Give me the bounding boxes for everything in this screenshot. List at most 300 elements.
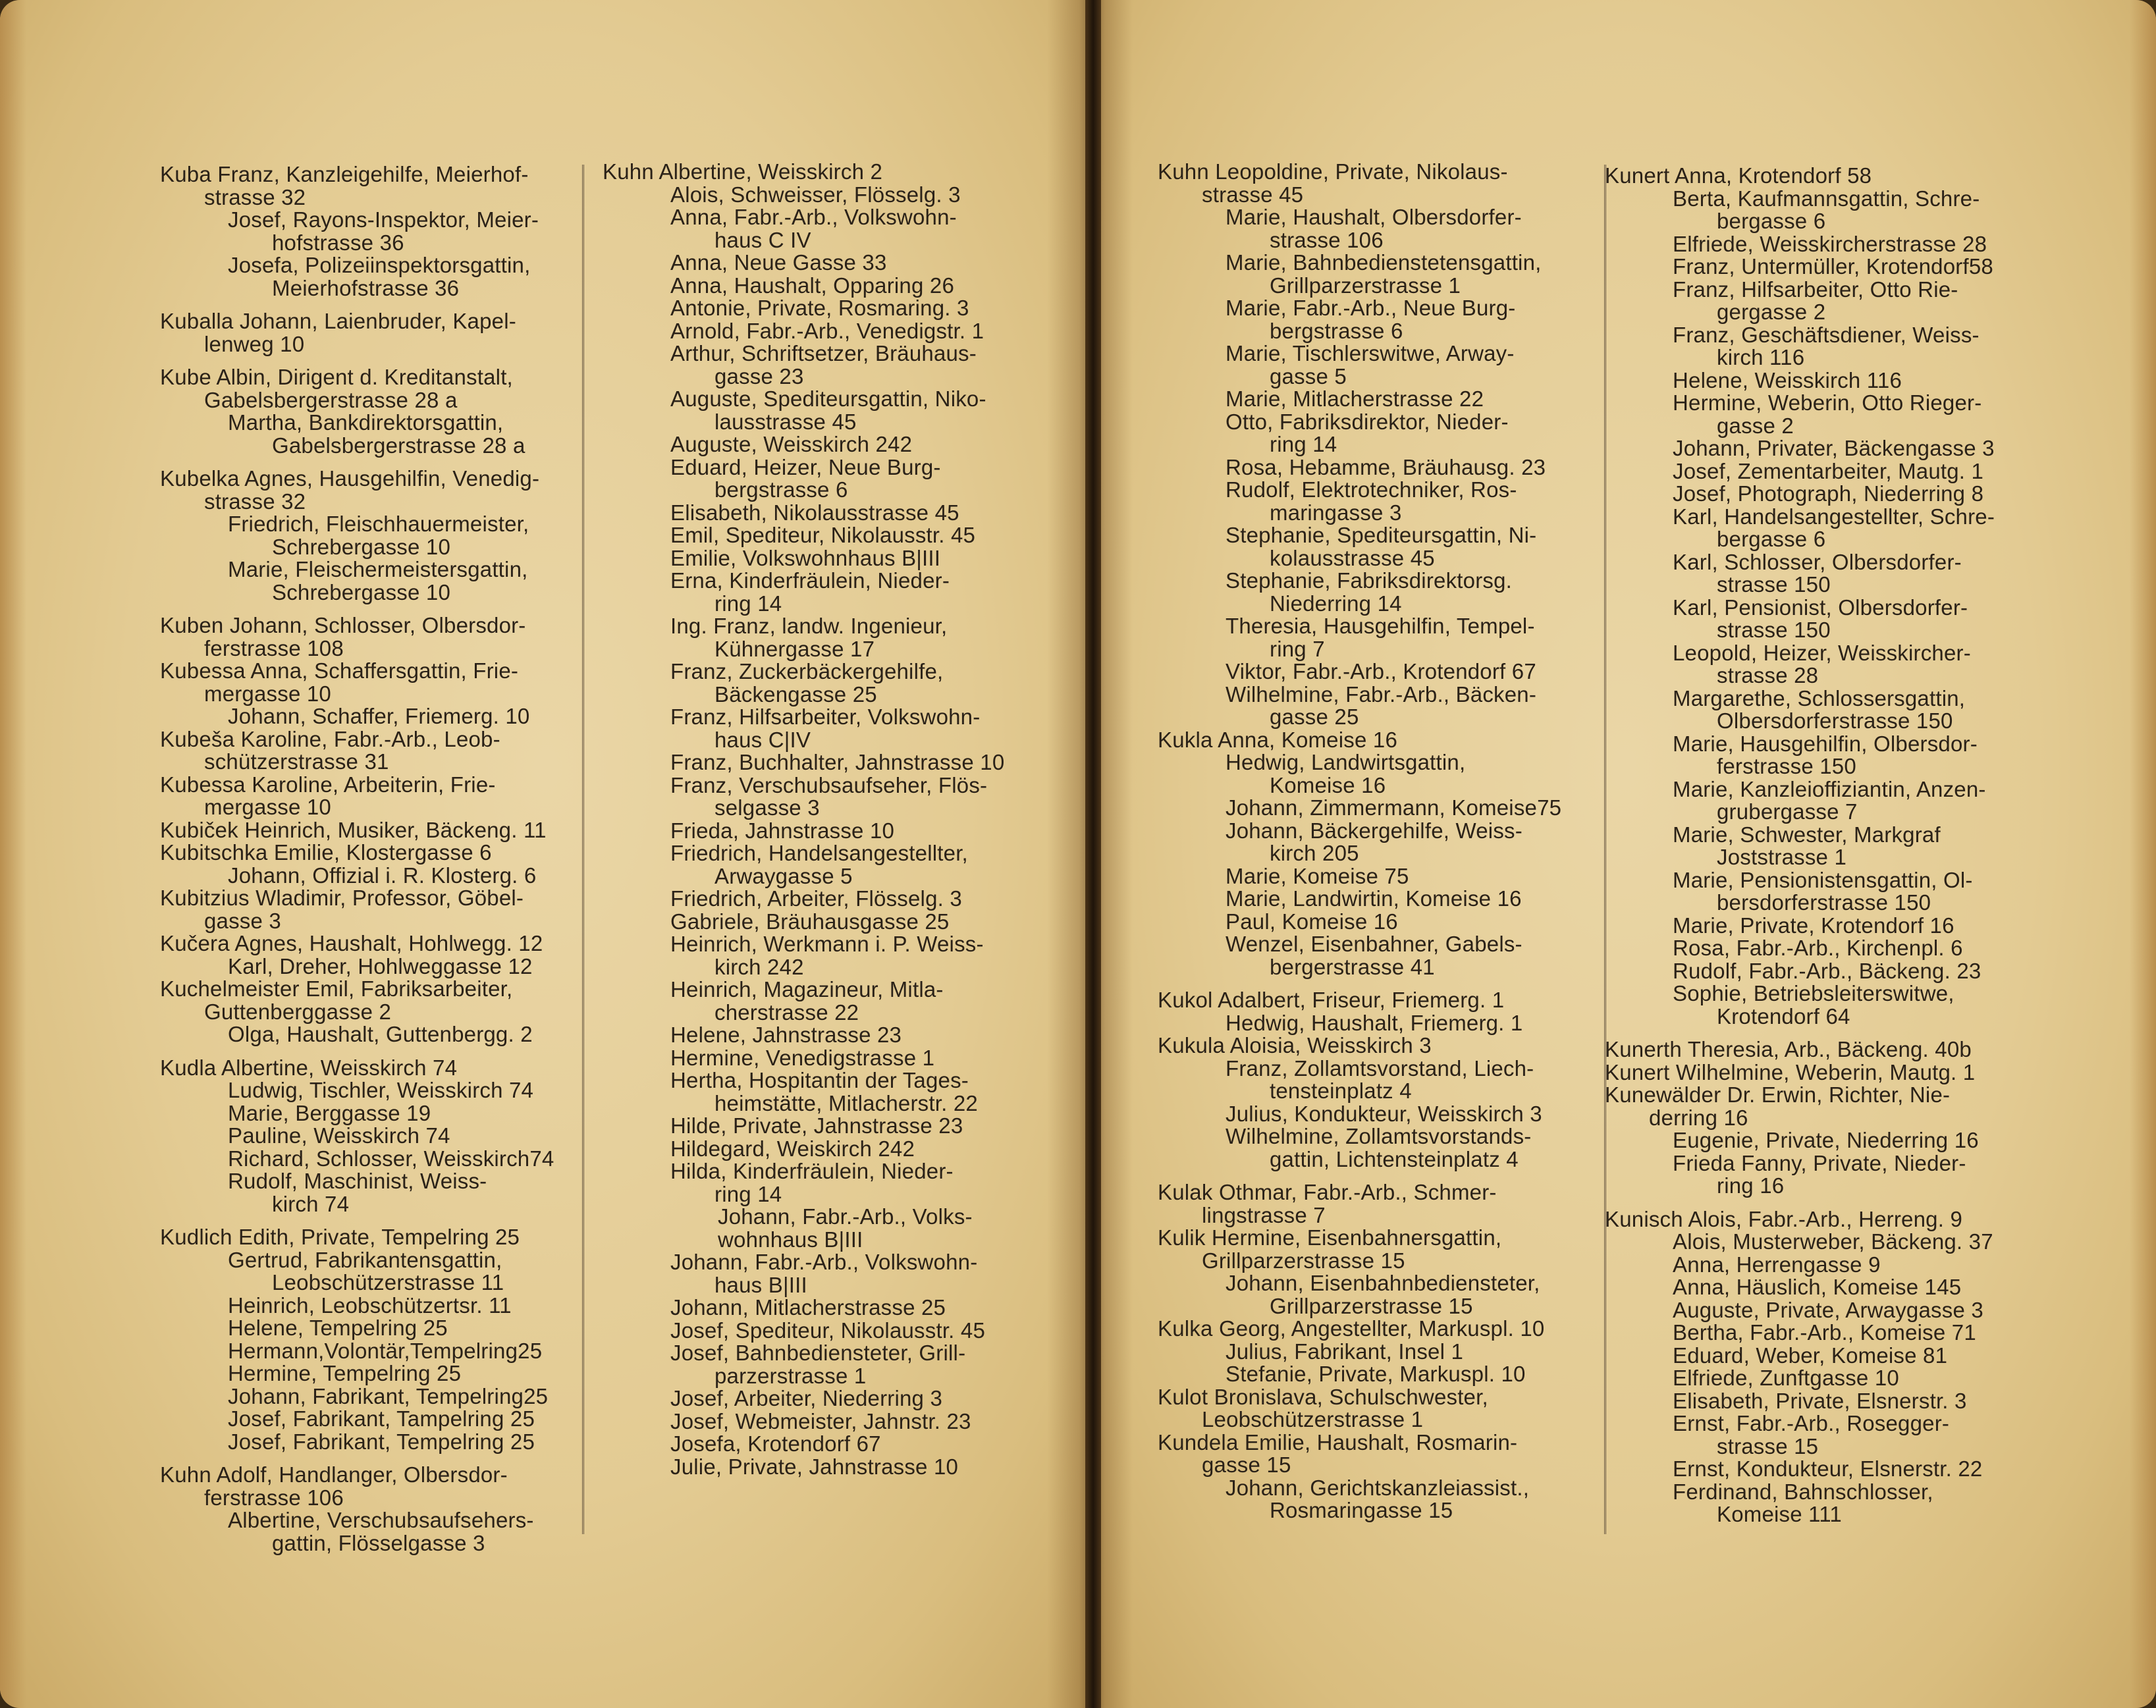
entry-line [603,1410,1024,1433]
entry-continuation: gasse 25 [1270,705,1359,729]
directory-entry [1158,1431,1592,1522]
entry-text: Johann, Schlosser, Olbersdor- [229,613,526,637]
surname: Kube [160,365,211,389]
entry-text: Heinrich, Musiker, Bäckeng. 11 [244,817,547,842]
sub-entry: Johann, Schaffer, Friemerg. 10 [228,704,530,728]
entry-text: Johann, Laienbruder, Kapel- [239,309,516,333]
directory-entry [160,1057,581,1216]
sub-entry: Pauline, Weisskirch 74 [228,1123,450,1148]
sub-entry: Johann, Zimmermann, Komeise75 [1226,795,1562,820]
sub-entry: Margarethe, Schlossersgattin, [1673,685,1966,710]
entry-text: Heinrich, Werkmann i. P. Weiss- [670,932,984,956]
entry-head [1158,1227,1592,1250]
sub-entry: Johann, Fabrikant, Tempelring25 [228,1383,549,1408]
entry-continuation: ferstrasse 150 [1717,754,1856,778]
entry-text: Heinrich, Magazineur, Mitla- [670,977,944,1001]
entry-head [1605,165,2039,188]
sub-entry: Alois, Musterweber, Bäckeng. 37 [1673,1229,1993,1254]
directory-entry [160,366,581,457]
entry-head [1158,1431,1592,1454]
entry-line [603,570,1024,593]
entry-continuation: tensteinplatz 4 [1270,1079,1412,1103]
surname: Kudla [160,1055,217,1080]
entry-continuation: gattin, Flösselgasse 3 [272,1530,485,1555]
sub-entry: Wenzel, Eisenbahner, Gabels- [1226,932,1523,956]
entry-text: Hermine, Eisenbahnersgattin, [1211,1225,1502,1250]
sub-entry: Hedwig, Haushalt, Friemerg. 1 [1226,1010,1523,1035]
surname: Kunewälder [1605,1082,1721,1107]
entry-line [603,1456,1024,1479]
entry-line [603,774,1024,797]
entry-text: Albertine, Weisskirch 74 [221,1055,458,1080]
surname: Kubessa [160,772,246,797]
entry-line [603,615,1024,638]
entry-text: Emilie, Volkswohnhaus B|III [670,545,941,570]
entry-line [603,1069,1024,1092]
sub-entry: Josef, Zementarbeiter, Mautg. 1 [1673,458,1984,483]
sub-entry: Bertha, Fabr.-Arb., Komeise 71 [1673,1320,1976,1345]
directory-entry [160,774,581,819]
entry-continuation: bergstrasse 6 [1270,318,1403,343]
entry-text: Anna, Haushalt, Opparing 26 [670,273,955,298]
sub-entry: Anna, Häuslich, Komeise 145 [1673,1275,1962,1299]
entry-text: Albin, Dirigent d. Kreditanstalt, [216,365,513,389]
sub-entry: Karl, Dreher, Hohlweggasse 12 [228,953,533,978]
sub-entry: Olga, Haushalt, Guttenbergg. 2 [228,1022,533,1046]
entry-head [160,728,581,751]
entry-line [603,161,1024,184]
entry-text: Edith, Private, Tempelring 25 [238,1225,520,1249]
sub-entry: Johann, Privater, Bäckengasse 3 [1673,436,1995,460]
entry-line [603,820,1024,843]
surname: Kuhn [603,159,654,184]
entry-text: Hermine, Venedigstrasse 1 [670,1045,935,1070]
entry-text: Franz, Kanzleigehilfe, Meierhof- [217,162,529,186]
entry-line [603,184,1024,207]
entry-text: Erna, Kinderfräulein, Nieder- [670,568,950,593]
directory-entry [1158,1181,1592,1227]
entry-continuation: bersdorferstrasse 150 [1717,890,1931,915]
entry-continuation: lausstrasse 45 [714,409,857,434]
entry-text: Gabriele, Bräuhausgasse 25 [670,909,950,934]
sub-entry: Rudolf, Elektrotechniker, Ros- [1226,477,1517,502]
entry-continuation: schützerstrasse 31 [204,749,389,774]
sub-entry: Hermann,Volontär,Tempelring25 [228,1338,543,1363]
sub-entry: Johann, Gerichtskanzleiassist., [1226,1475,1530,1500]
surname: Kunisch [1605,1206,1683,1231]
surname: Kukol [1158,988,1213,1012]
entry-continuation: gasse 5 [1270,363,1347,388]
directory-entry [1605,1208,2039,1526]
sub-entry: Marie, Landwirtin, Komeise 16 [1226,886,1522,911]
directory-entry [160,1226,581,1453]
sub-entry: Hermine, Tempelring 25 [228,1361,462,1385]
sub-entry: Friedrich, Fleischhauermeister, [228,512,529,536]
entry-text: Wladimir, Professor, Göbel- [256,886,524,910]
entry-continuation: gasse 3 [204,908,281,933]
directory-entry [1158,1386,1592,1431]
entry-continuation: grubergasse 7 [1717,799,1858,824]
surname: Kundela [1158,1429,1239,1454]
entry-line [603,1387,1024,1410]
entry-head [160,1464,581,1487]
entry-continuation: strasse 15 [1717,1433,1819,1458]
entry-head [1158,1386,1592,1409]
sub-entry: Josef, Rayons-Inspektor, Meier- [228,207,539,232]
entry-continuation: Bäckengasse 25 [714,681,877,707]
entry-text: Josef, Arbeiter, Niederring 3 [670,1386,943,1410]
sub-entry: Marie, Private, Krotendorf 16 [1673,913,1954,938]
entry-continuation: kirch 242 [714,954,804,979]
entry-line [603,978,1024,1001]
entry-text: Anna, Fabr.-Arb., Volkswohn- [670,205,957,229]
entry-continuation: ring 14 [714,591,782,616]
directory-entry [603,161,1024,1478]
entry-head [160,978,581,1001]
entry-head [160,1226,581,1249]
entry-text: Arthur, Schriftsetzer, Bräuhaus- [670,341,977,365]
entry-continuation: Krotendorf 64 [1717,1003,1850,1028]
sub-entry: Richard, Schlosser, Weisskirch74 [228,1146,554,1171]
entry-head [160,660,581,683]
sub-entry: Hedwig, Landwirtsgattin, [1226,750,1466,774]
entry-line [603,660,1024,683]
directory-entry [160,310,581,356]
entry-text: Friedrich, Handelsangestellter, [670,841,968,865]
entry-text: Auguste, Weisskirch 242 [670,432,913,456]
entry-text: Josefa, Krotendorf 67 [670,1431,881,1456]
entry-text: Alois, Fabr.-Arb., Herreng. 9 [1688,1206,1962,1231]
sub-entry: Franz, Geschäftsdiener, Weiss- [1673,322,1980,347]
entry-head [160,887,581,910]
directory-entry [1158,729,1592,979]
sub-entry: Anna, Herrengasse 9 [1673,1252,1881,1277]
directory-entry [1158,161,1592,729]
entry-head [160,1057,581,1080]
entry-continuation: Grillparzerstrasse 1 [1270,273,1461,298]
surname: Kubessa [160,658,246,683]
entry-line [603,933,1024,956]
entry-text: Emil, Spediteur, Nikolausstr. 45 [670,523,976,547]
surname: Kunerth [1605,1037,1682,1061]
entry-text: Josef, Bahnbediensteter, Grill- [670,1341,966,1365]
entry-text: Franz, Buchhalter, Jahnstrasse 10 [670,750,1005,774]
directory-entry [160,978,581,1046]
sub-entry: Martha, Bankdirektorsgattin, [228,410,504,435]
entry-continuation: Arwaygasse 5 [714,863,853,888]
entry-head [1158,161,1592,184]
directory-entry [160,660,581,728]
entry-continuation: wohnhaus B|III [718,1227,863,1252]
sub-entry: Ferdinand, Bahnschlosser, [1673,1479,1933,1504]
entry-continuation: gasse 2 [1717,413,1794,438]
directory-entry [1158,1318,1592,1386]
surname: Kunert [1605,163,1670,188]
entry-continuation: Kühnergasse 17 [714,636,875,661]
entry-line [603,1206,1024,1229]
entry-line [603,388,1024,411]
surname: Kulak [1158,1180,1213,1204]
entry-text: Arnold, Fabr.-Arb., Venedigstr. 1 [670,318,984,343]
entry-continuation: bergasse 6 [1717,209,1826,233]
entry-continuation: parzerstrasse 1 [714,1363,867,1388]
entry-continuation: derring 16 [1649,1105,1748,1130]
entry-head [160,467,581,491]
surname: Kulka [1158,1316,1213,1341]
entry-text: Anna, Komeise 16 [1218,727,1397,752]
surname: Kudlich [160,1225,232,1249]
entry-head [160,774,581,797]
entry-line [603,1320,1024,1343]
entry-head [1158,1181,1592,1204]
entry-continuation: ring 7 [1270,636,1325,661]
entry-continuation: mergasse 10 [204,795,331,819]
entry-text: Emilie, Haushalt, Rosmarin- [1244,1429,1518,1454]
entry-text: Hilde, Private, Jahnstrasse 23 [670,1113,963,1138]
entry-head [160,819,581,842]
directory-column-4 [1605,165,2039,1526]
entry-text: Franz, Verschubsaufseher, Flös- [670,772,988,797]
surname: Kunert [1605,1059,1670,1084]
sub-entry: Marie, Komeise 75 [1226,863,1409,888]
surname: Kubitschka [160,840,268,865]
sub-entry: Otto, Fabriksdirektor, Nieder- [1226,409,1509,434]
entry-head [1158,1318,1592,1341]
sub-entry: Rudolf, Fabr.-Arb., Bäckeng. 23 [1673,958,1981,983]
surname: Kulot [1158,1384,1208,1409]
sub-entry: Wilhelmine, Zollamtsvorstands- [1226,1124,1532,1148]
surname: Kubitzius [160,886,250,910]
sub-entry: Karl, Pensionist, Olbersdorfer- [1673,595,1968,620]
directory-entry [160,819,581,842]
entry-text: Helene, Jahnstrasse 23 [670,1023,902,1047]
entry-continuation: haus C IV [714,227,811,252]
directory-entry [160,841,581,887]
entry-text: Elisabeth, Nikolausstrasse 45 [670,500,959,525]
sub-entry: Albertine, Verschubsaufsehers- [228,1508,534,1532]
entry-text: Aloisia, Weisskirch 3 [1229,1033,1432,1057]
directory-entry [160,467,581,604]
sub-entry: Ernst, Fabr.-Arb., Rosegger- [1673,1411,1950,1435]
entry-continuation: Gabelsbergerstrasse 28 a [272,433,526,458]
entry-head [1158,729,1592,752]
sub-entry: Josefa, Polizeiinspektorsgattin, [228,253,531,277]
entry-continuation: haus B|III [714,1272,807,1297]
entry-text: Johann, Mitlacherstrasse 25 [670,1295,946,1320]
entry-continuation: gasse 23 [714,363,804,388]
entry-line [603,252,1024,275]
entry-head [160,366,581,389]
entry-continuation: Niederring 14 [1270,591,1402,616]
entry-continuation: kirch 116 [1717,345,1805,369]
entry-text: Friedrich, Arbeiter, Flösselg. 3 [670,886,962,911]
sub-entry: Rosa, Fabr.-Arb., Kirchenpl. 6 [1673,936,1963,960]
sub-entry: Eugenie, Private, Niederring 16 [1673,1128,1979,1152]
entry-continuation: gattin, Lichtensteinplatz 4 [1270,1146,1519,1171]
directory-entry [1605,1061,2039,1084]
sub-entry: Marie, Fleischermeistersgattin, [228,557,528,581]
entry-line [603,206,1024,229]
entry-continuation: bergasse 6 [1717,527,1826,551]
sub-entry: Gertrud, Fabrikantensgattin, [228,1247,502,1272]
directory-entry [1158,1034,1592,1171]
entry-continuation: heimstätte, Mitlacherstr. 22 [714,1090,978,1115]
entry-continuation: Joststrasse 1 [1717,845,1847,869]
sub-entry: Marie, Fabr.-Arb., Neue Burg- [1226,296,1516,320]
entry-head [160,932,581,955]
entry-line [603,1296,1024,1320]
sub-entry: Helene, Weisskirch 116 [1673,367,1902,392]
surname: Kukla [1158,727,1213,752]
sub-entry: Elisabeth, Private, Elsnerstr. 3 [1673,1388,1967,1413]
entry-continuation: Rosmaringasse 15 [1270,1498,1453,1522]
entry-text: Othmar, Fabr.-Arb., Schmer- [1218,1180,1497,1204]
entry-text: Franz, Zuckerbäckergehilfe, [670,659,944,683]
surname: Kuballa [160,309,234,333]
sub-entry: Auguste, Private, Arwaygasse 3 [1673,1297,1983,1322]
sub-entry: Marie, Haushalt, Olbersdorfer- [1226,205,1522,229]
entry-head [1605,1084,2039,1107]
surname: Kuben [160,613,224,637]
entry-text: Franz, Hilfsarbeiter, Volkswohn- [670,705,981,729]
book-gutter [1085,0,1101,1708]
entry-text: Leopoldine, Private, Nikolaus- [1215,159,1508,184]
entry-continuation: haus C|IV [714,727,811,752]
entry-text: Ing. Franz, landw. Ingenieur, [670,614,948,638]
surname: Kubelka [160,466,240,491]
entry-continuation: ring 14 [1270,432,1337,456]
surname: Kulik [1158,1225,1206,1250]
entry-text: Agnes, Hausgehilfin, Venedig- [244,466,540,491]
entry-continuation: ferstrasse 108 [204,635,344,660]
sub-entry: Stefanie, Private, Markuspl. 10 [1226,1362,1526,1386]
entry-line [603,524,1024,547]
sub-entry: Berta, Kaufmannsgattin, Schre- [1673,186,1980,211]
entry-text: Karoline, Arbeiterin, Frie- [252,772,496,797]
directory-entry [160,614,581,660]
sub-entry: Marie, Kanzleioffiziantin, Anzen- [1673,776,1986,801]
sub-entry: Helene, Tempelring 25 [228,1316,448,1340]
entry-continuation: selgasse 3 [714,795,820,820]
sub-entry: Josef, Fabrikant, Tampelring 25 [228,1406,535,1431]
entry-continuation: strasse 150 [1717,572,1831,597]
sub-entry: Rosa, Hebamme, Bräuhausg. 23 [1226,454,1546,479]
sub-entry: Franz, Untermüller, Krotendorf58 [1673,254,1993,279]
entry-line [603,433,1024,456]
directory-entry [1605,165,2039,1028]
entry-line [603,706,1024,729]
sub-entry: Julius, Fabrikant, Insel 1 [1226,1339,1464,1364]
sub-entry: Elfriede, Zunftgasse 10 [1673,1366,1899,1390]
entry-text: Hildegard, Weiskirch 242 [670,1136,915,1161]
sub-entry: Hermine, Weberin, Otto Rieger- [1673,390,1982,415]
entry-line [603,1433,1024,1456]
entry-continuation: strasse 32 [204,489,306,514]
entry-text: Josef, Spediteur, Nikolausstr. 45 [670,1318,986,1343]
entry-line [603,888,1024,911]
sub-entry: Marie, Berggasse 19 [228,1100,431,1125]
directory-entry [160,728,581,774]
entry-text: Emil, Fabriksarbeiter, [306,976,513,1001]
entry-continuation: kirch 74 [272,1191,350,1216]
sub-entry: Franz, Hilfsarbeiter, Otto Rie- [1673,277,1958,302]
entry-text: Julie, Private, Jahnstrasse 10 [670,1454,959,1479]
entry-continuation: Leobschützerstrasse 1 [1202,1407,1424,1431]
entry-head [160,841,581,865]
entry-text: Bronislava, Schulschwester, [1214,1384,1488,1409]
entry-continuation: ferstrasse 106 [204,1485,344,1510]
sub-entry: Johann, Offizial i. R. Klosterg. 6 [228,863,537,888]
sub-entry: Ludwig, Tischler, Weisskirch 74 [228,1078,534,1102]
entry-continuation: lingstrasse 7 [1202,1202,1326,1227]
entry-continuation: Gabelsbergerstrasse 28 a [204,387,458,412]
entry-line [603,911,1024,934]
entry-head [1605,1038,2039,1061]
entry-text: Karoline, Fabr.-Arb., Leob- [240,726,500,751]
entry-text: Agnes, Haushalt, Hohlwegg. 12 [234,931,543,955]
entry-continuation: Komeise 111 [1717,1502,1842,1526]
entry-line [603,342,1024,365]
sub-entry: Franz, Zollamtsvorstand, Liech- [1226,1055,1534,1081]
sub-entry: Elfriede, Weisskircherstrasse 28 [1673,231,1987,256]
entry-continuation: ring 16 [1717,1173,1785,1198]
entry-continuation: bergerstrasse 41 [1270,954,1435,979]
entry-line [603,1115,1024,1138]
sub-entry: Paul, Komeise 16 [1226,909,1398,934]
entry-text: Hilda, Kinderfräulein, Nieder- [670,1159,954,1183]
sub-entry: Karl, Schlosser, Olbersdorfer- [1673,549,1962,574]
entry-continuation: Komeise 16 [1270,772,1386,797]
entry-text: Eduard, Heizer, Neue Burg- [670,454,941,479]
sub-entry: Josef, Photograph, Niederring 8 [1673,481,1984,506]
directory-column-1 [160,163,581,1555]
surname: Kubiček [160,817,238,842]
sub-entry: Rudolf, Maschinist, Weiss- [228,1169,487,1193]
sub-entry: Stephanie, Fabriksdirektorsg. [1226,568,1513,593]
entry-text: Alois, Schweisser, Flösselg. 3 [670,182,961,207]
entry-text: Hertha, Hospitantin der Tages- [670,1068,969,1092]
sub-entry: Marie, Hausgehilfin, Olbersdor- [1673,731,1978,756]
entry-head [1605,1061,2039,1084]
sub-entry: Marie, Pensionistensgattin, Ol- [1673,867,1973,892]
entry-text: Albertine, Weisskirch 2 [659,159,883,184]
sub-entry: Julius, Kondukteur, Weisskirch 3 [1226,1101,1542,1126]
entry-continuation: strasse 28 [1717,663,1819,687]
surname: Kuhn [160,1462,211,1487]
entry-continuation: Guttenberggasse 2 [204,999,392,1024]
sub-entry: Eduard, Weber, Komeise 81 [1673,1343,1948,1368]
entry-continuation: bergstrasse 6 [714,477,848,502]
surname: Kuchelmeister [160,976,300,1001]
entry-continuation: kirch 205 [1270,841,1359,865]
entry-line [603,297,1024,320]
entry-line [603,1047,1024,1070]
sub-entry: Johann, Eisenbahnbediensteter, [1226,1271,1540,1295]
entry-text: Josef, Webmeister, Jahnstr. 23 [670,1408,971,1433]
entry-line [603,502,1024,525]
entry-continuation: Olbersdorferstrasse 150 [1717,708,1953,733]
sub-entry: Viktor, Fabr.-Arb., Krotendorf 67 [1226,659,1536,683]
entry-text: Dr. Erwin, Richter, Nie- [1727,1082,1951,1107]
surname: Kuhn [1158,159,1209,184]
entry-continuation: Grillparzerstrasse 15 [1270,1293,1473,1318]
sub-entry: Marie, Tischlerswitwe, Arway- [1226,341,1515,365]
sub-entry: Sophie, Betriebsleiterswitwe, [1673,981,1954,1005]
entry-continuation: Leobschützerstrasse 11 [272,1270,504,1294]
entry-text: Georg, Angestellter, Markuspl. 10 [1218,1316,1545,1341]
directory-entry [160,887,581,932]
directory-column-3 [1158,161,1592,1522]
